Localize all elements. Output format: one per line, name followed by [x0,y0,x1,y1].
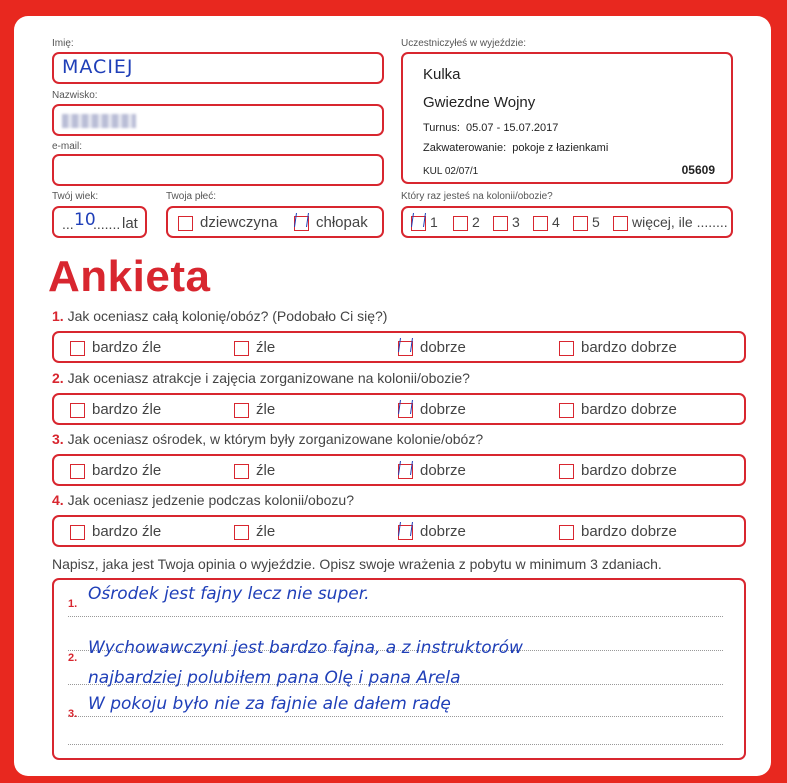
times-option-4[interactable] [533,214,560,231]
times-label: Który raz jesteś na kolonii/obozie? [401,191,553,202]
rating-option[interactable] [559,401,677,418]
rating-option[interactable] [70,462,161,479]
trip-accommodation [423,142,608,154]
rating-option-label: źle [256,462,276,479]
question-3 [52,431,483,447]
trip-number: 05609 [681,163,715,177]
times-option-2[interactable] [453,214,480,231]
rating-checkbox[interactable] [70,403,85,418]
gender-male-label: chłopak [316,214,368,231]
trip-turnus [423,122,558,134]
rating-option-label: dobrze [420,462,466,479]
turnus-value: 05.07 - 15.07.2017 [466,122,559,134]
checkbox-times-4[interactable] [533,216,548,231]
rating-option-label: dobrze [420,523,466,540]
handwritten-answer: Ośrodek jest fajny lecz nie super. [88,584,370,604]
gender-option-male[interactable] [294,214,368,231]
question-number: 3. [52,431,64,447]
rating-option[interactable] [234,339,275,356]
times-2-label: 2 [472,214,480,230]
rating-option[interactable] [559,462,677,479]
rating-option-label: bardzo źle [92,523,162,540]
times-4-label: 4 [552,214,560,230]
rating-option[interactable] [398,339,466,356]
age-field[interactable] [52,206,147,238]
answer-number: 2. [68,652,78,664]
gender-option-female[interactable] [178,214,278,231]
question-text: Jak oceniasz całą kolonię/obóz? (Podobało Ci się?) [67,308,388,324]
gender-field [166,206,384,238]
handwritten-answer: W pokoju było nie za fajnie ale dałem radę [88,694,451,714]
rating-checkbox[interactable] [398,403,413,418]
trip-code: KUL 02/07/1 [423,166,479,177]
checkbox-times-1-checked[interactable] [411,216,426,231]
rating-option-label: bardzo dobrze [581,462,677,479]
turnus-label: Turnus: [423,122,460,134]
acc-value: pokoje z łazienkami [512,142,609,154]
rating-option-label: źle [256,339,276,356]
checkbox-male-checked[interactable] [294,216,309,231]
rating-checkbox[interactable] [70,341,85,356]
handwritten-answer: najbardziej polubiłem pana Olę i pana Arela [88,668,461,688]
age-unit: lat [122,215,138,232]
question-number: 2. [52,370,64,386]
question-2 [52,370,470,386]
writing-line [68,616,723,617]
answer-number: 1. [68,598,78,610]
surname-label: Nazwisko: [52,90,98,101]
rating-option[interactable] [398,462,466,479]
writing-line [68,744,723,745]
rating-option[interactable] [234,523,275,540]
handwritten-answer: Wychowawczyni jest bardzo fajna, a z instruktorów [88,638,523,658]
rating-option[interactable] [234,462,275,479]
rating-checkbox[interactable] [234,341,249,356]
question-text: Jak oceniasz ośrodek, w którym były zorganizowane kolonie/obóz? [67,431,484,447]
rating-option[interactable] [398,401,466,418]
name-label: Imię: [52,38,74,49]
rating-checkbox[interactable] [234,403,249,418]
acc-label: Zakwaterowanie: [423,142,507,154]
trip-box [401,52,733,184]
rating-row-3 [52,454,746,486]
question-number: 1. [52,308,64,324]
rating-checkbox[interactable] [559,341,574,356]
times-5-label: 5 [592,214,600,230]
question-text: Jak oceniasz atrakcje i zajęcia zorganizowane na kolonii/obozie? [67,370,470,386]
age-value: 10 [74,210,96,230]
rating-option[interactable] [70,401,161,418]
survey-title: Ankieta [48,252,211,301]
rating-option[interactable] [559,523,677,540]
answer-number: 3. [68,708,78,720]
writing-line [68,716,723,717]
rating-option[interactable] [398,523,466,540]
age-dots-left: ... [62,216,74,232]
rating-row-4 [52,515,746,547]
rating-checkbox[interactable] [234,525,249,540]
rating-checkbox[interactable] [234,464,249,479]
email-label: e-mail: [52,141,83,152]
trip-label: Uczestniczyłeś w wyjeździe: [401,38,527,49]
trip-line1: Kulka [423,66,461,83]
rating-option-label: źle [256,401,276,418]
rating-row-1 [52,331,746,363]
checkbox-times-5[interactable] [573,216,588,231]
times-1-label: 1 [430,214,438,230]
survey-sheet [14,16,771,776]
gender-female-label: dziewczyna [200,214,278,231]
times-field [401,206,733,238]
opinion-prompt: Napisz, jaka jest Twoja opinia o wyjeździe. Opisz swoje wrażenia z pobytu w minimum 3 zdaniach. [52,556,662,572]
question-text: Jak oceniasz jedzenie podczas kolonii/obozu? [67,492,354,508]
times-option-more[interactable] [613,214,728,231]
checkbox-times-2[interactable] [453,216,468,231]
rating-option-label: dobrze [420,339,466,356]
rating-checkbox[interactable] [70,464,85,479]
rating-checkbox[interactable] [70,525,85,540]
rating-option[interactable] [70,339,161,356]
times-3-label: 3 [512,214,520,230]
rating-option-label: bardzo dobrze [581,523,677,540]
rating-option-label: źle [256,523,276,540]
age-dots-right: ....... [93,216,121,232]
rating-option[interactable] [70,523,161,540]
rating-option[interactable] [234,401,275,418]
rating-option-label: bardzo dobrze [581,339,677,356]
rating-option-label: bardzo źle [92,401,162,418]
times-option-3[interactable] [493,214,520,231]
rating-checkbox[interactable] [398,341,413,356]
times-more-label: więcej, ile ........ [632,214,728,230]
checkbox-times-3[interactable] [493,216,508,231]
rating-option-label: bardzo źle [92,339,162,356]
age-label: Twój wiek: [52,191,99,202]
rating-checkbox[interactable] [398,525,413,540]
question-4 [52,492,354,508]
rating-checkbox[interactable] [559,525,574,540]
rating-row-2 [52,393,746,425]
trip-line2: Gwiezdne Wojny [423,94,536,111]
email-field[interactable] [52,154,384,186]
rating-checkbox[interactable] [559,464,574,479]
surname-field[interactable] [52,104,384,136]
question-1 [52,308,387,324]
rating-option-label: bardzo źle [92,462,162,479]
rating-option[interactable] [559,339,677,356]
checkbox-times-more[interactable] [613,216,628,231]
rating-option-label: bardzo dobrze [581,401,677,418]
times-option-1[interactable] [411,214,438,231]
question-number: 4. [52,492,64,508]
rating-option-label: dobrze [420,401,466,418]
name-value: MACIEJ [62,56,134,78]
times-option-5[interactable] [573,214,600,231]
checkbox-female[interactable] [178,216,193,231]
name-field[interactable] [52,52,384,84]
rating-checkbox[interactable] [559,403,574,418]
gender-label: Twoja płeć: [166,191,217,202]
rating-checkbox[interactable] [398,464,413,479]
blurred-surname [62,114,136,128]
